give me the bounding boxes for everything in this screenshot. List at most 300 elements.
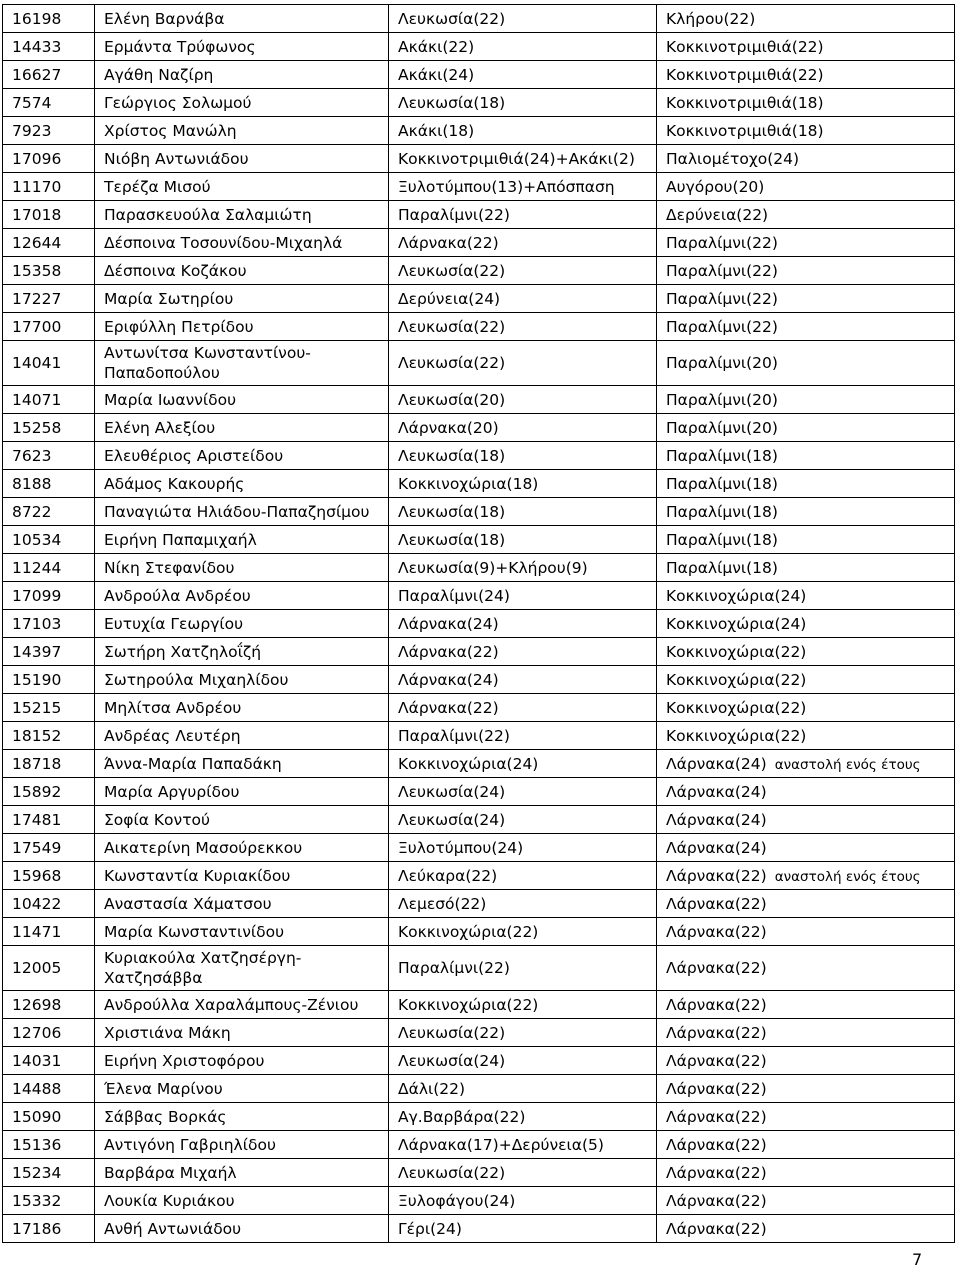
- from-text: Αγ.Βαρβάρα(22): [398, 1107, 526, 1126]
- table-row: [3, 806, 955, 834]
- record-id-text: 14433: [12, 37, 62, 56]
- to-text: Κοκκινοτριμιθιά(22): [666, 65, 824, 84]
- from-cell: [389, 1047, 657, 1075]
- to-cell: [657, 991, 955, 1019]
- record-id-cell: [3, 229, 95, 257]
- to-text: Λάρνακα(22): [666, 959, 767, 977]
- name-cell: [95, 386, 389, 414]
- table-row: [3, 145, 955, 173]
- table-row: [3, 890, 955, 918]
- record-id-text: 12005: [12, 959, 62, 977]
- name-cell: [95, 890, 389, 918]
- from-cell: [389, 991, 657, 1019]
- to-text: Παραλίμνι(20): [666, 390, 778, 409]
- from-cell: [389, 554, 657, 582]
- name-cell: [95, 666, 389, 694]
- from-cell: [389, 834, 657, 862]
- name-cell: [95, 1215, 389, 1243]
- record-id-text: 17099: [12, 586, 62, 605]
- record-id-cell: [3, 341, 95, 386]
- to-text: Λάρνακα(22): [666, 1079, 767, 1098]
- from-cell: [389, 257, 657, 285]
- record-id-cell: [3, 750, 95, 778]
- from-text: Λευκωσία(18): [398, 446, 506, 465]
- from-text: Ακάκι(18): [398, 121, 475, 140]
- record-id-text: 14041: [12, 354, 62, 372]
- record-id-cell: [3, 526, 95, 554]
- table-row: [3, 498, 955, 526]
- table-row: [3, 554, 955, 582]
- to-cell: [657, 442, 955, 470]
- record-id-text: 17103: [12, 614, 62, 633]
- record-id-text: 15234: [12, 1163, 62, 1182]
- name-text: Γεώργιος Σολωμού: [104, 93, 252, 112]
- from-cell: [389, 918, 657, 946]
- to-text: Κοκκινοχώρια(22): [666, 642, 807, 661]
- from-cell: [389, 946, 657, 991]
- table-row: [3, 470, 955, 498]
- table-row: [3, 862, 955, 890]
- name-cell: [95, 610, 389, 638]
- record-id-text: 14488: [12, 1079, 62, 1098]
- record-id-cell: [3, 1075, 95, 1103]
- to-cell: [657, 750, 955, 778]
- name-cell: [95, 145, 389, 173]
- to-cell: [657, 498, 955, 526]
- from-cell: [389, 470, 657, 498]
- from-cell: [389, 526, 657, 554]
- record-id-cell: [3, 1047, 95, 1075]
- to-text: Παραλίμνι(18): [666, 530, 778, 549]
- name-text: Ελένη Βαρνάβα: [104, 9, 225, 28]
- name-text: Κυριακούλα Χατζησέργη-Χατζησάββα: [104, 949, 302, 987]
- name-cell: [95, 1019, 389, 1047]
- record-id-cell: [3, 442, 95, 470]
- name-text: Αντιγόνη Γαβριηλίδου: [104, 1135, 276, 1154]
- from-text: Λευκωσία(22): [398, 261, 506, 280]
- to-cell: [657, 1075, 955, 1103]
- from-cell: [389, 33, 657, 61]
- record-id-text: 17018: [12, 205, 62, 224]
- record-id-cell: [3, 470, 95, 498]
- suspension-note: αναστολή ενός έτους: [774, 868, 921, 885]
- from-text: Δάλι(22): [398, 1079, 466, 1098]
- to-cell: [657, 1187, 955, 1215]
- table-row: [3, 414, 955, 442]
- record-id-cell: [3, 1159, 95, 1187]
- record-id-text: 17227: [12, 289, 62, 308]
- name-text: Μαρία Σωτηρίου: [104, 289, 234, 308]
- to-text: Παραλίμνι(20): [666, 418, 778, 437]
- to-cell: [657, 526, 955, 554]
- record-id-cell: [3, 285, 95, 313]
- name-text: Παρασκευούλα Σαλαμιώτη: [104, 205, 312, 224]
- record-id-cell: [3, 33, 95, 61]
- name-text: Αντωνίτσα Κωνσταντίνου-Παπαδοπούλου: [104, 344, 311, 382]
- to-text: Λάρνακα(22): [666, 1023, 767, 1042]
- name-cell: [95, 1131, 389, 1159]
- record-id-cell: [3, 694, 95, 722]
- table-row: [3, 638, 955, 666]
- to-cell: [657, 5, 955, 33]
- record-id-text: 8722: [12, 502, 52, 521]
- record-id-text: 10422: [12, 894, 62, 913]
- page-number: 7: [912, 1250, 923, 1269]
- from-text: Λάρνακα(22): [398, 642, 499, 661]
- to-text: Αυγόρου(20): [666, 177, 765, 196]
- name-text: Ανδρούλλα Χαραλάμπους-Ζένιου: [104, 995, 359, 1014]
- name-cell: [95, 1159, 389, 1187]
- record-id-cell: [3, 890, 95, 918]
- to-text: Κοκκινοχώρια(24): [666, 586, 807, 605]
- table-body: [3, 5, 955, 1243]
- from-cell: [389, 117, 657, 145]
- from-cell: [389, 61, 657, 89]
- record-id-text: 15090: [12, 1107, 62, 1126]
- to-cell: [657, 610, 955, 638]
- to-text: Παλιομέτοχο(24): [666, 149, 800, 168]
- name-text: Νίκη Στεφανίδου: [104, 558, 235, 577]
- from-text: Λάρνακα(20): [398, 418, 499, 437]
- to-cell: [657, 33, 955, 61]
- name-cell: [95, 1075, 389, 1103]
- record-id-text: 15892: [12, 782, 62, 801]
- to-text: Παραλίμνι(22): [666, 261, 778, 280]
- record-id-cell: [3, 806, 95, 834]
- from-text: Λευκωσία(20): [398, 390, 506, 409]
- from-text: Λευκωσία(22): [398, 1023, 506, 1042]
- from-cell: [389, 582, 657, 610]
- record-id-text: 15358: [12, 261, 62, 280]
- record-id-cell: [3, 1019, 95, 1047]
- to-text: Λάρνακα(22): [666, 922, 767, 941]
- record-id-text: 14031: [12, 1051, 62, 1070]
- name-cell: [95, 694, 389, 722]
- transfer-table: [2, 4, 955, 1243]
- record-id-cell: [3, 1187, 95, 1215]
- name-cell: [95, 470, 389, 498]
- name-text: Αδάμος Κακουρής: [104, 474, 245, 493]
- from-text: Ακάκι(24): [398, 65, 475, 84]
- name-cell: [95, 722, 389, 750]
- name-cell: [95, 442, 389, 470]
- from-text: Λάρνακα(17)+Δερύνεια(5): [398, 1135, 604, 1154]
- to-text: Κοκκινοτριμιθιά(18): [666, 121, 824, 140]
- to-text: Κλήρου(22): [666, 9, 756, 28]
- from-cell: [389, 610, 657, 638]
- record-id-text: 17700: [12, 317, 62, 336]
- table-row: [3, 1103, 955, 1131]
- from-text: Λευκωσία(18): [398, 93, 506, 112]
- from-cell: [389, 89, 657, 117]
- record-id-cell: [3, 582, 95, 610]
- record-id-cell: [3, 666, 95, 694]
- to-cell: [657, 341, 955, 386]
- from-text: Ξυλοφάγου(24): [398, 1191, 516, 1210]
- table-row: [3, 610, 955, 638]
- from-text: Κοκκινοχώρια(22): [398, 922, 539, 941]
- from-text: Λάρνακα(22): [398, 233, 499, 252]
- record-id-cell: [3, 638, 95, 666]
- name-text: Μηλίτσα Ανδρέου: [104, 698, 242, 717]
- to-cell: [657, 638, 955, 666]
- from-text: Λάρνακα(22): [398, 698, 499, 717]
- name-text: Αναστασία Χάματσου: [104, 894, 272, 913]
- from-text: Λευκωσία(24): [398, 782, 506, 801]
- name-cell: [95, 414, 389, 442]
- record-id-text: 15136: [12, 1135, 62, 1154]
- from-cell: [389, 722, 657, 750]
- from-text: Παραλίμνι(22): [398, 959, 510, 977]
- record-id-text: 17549: [12, 838, 62, 857]
- table-row: [3, 666, 955, 694]
- to-text: Παραλίμνι(18): [666, 558, 778, 577]
- name-text: Έλενα Μαρίνου: [104, 1079, 223, 1098]
- to-text: Λάρνακα(22): [666, 1191, 767, 1210]
- table-row: [3, 1019, 955, 1047]
- name-text: Ειρήνη Παπαμιχαήλ: [104, 530, 257, 549]
- from-cell: [389, 1019, 657, 1047]
- to-text: Κοκκινοτριμιθιά(18): [666, 93, 824, 112]
- table-row: [3, 1075, 955, 1103]
- from-cell: [389, 1187, 657, 1215]
- record-id-text: 12706: [12, 1023, 62, 1042]
- to-cell: [657, 229, 955, 257]
- name-cell: [95, 918, 389, 946]
- name-text: Ανδρέας Λευτέρη: [104, 726, 241, 745]
- record-id-cell: [3, 1215, 95, 1243]
- name-text: Αικατερίνη Μασούρεκκου: [104, 838, 303, 857]
- from-text: Κοκκινοχώρια(22): [398, 995, 539, 1014]
- name-cell: [95, 61, 389, 89]
- to-cell: [657, 1103, 955, 1131]
- to-cell: [657, 554, 955, 582]
- name-cell: [95, 638, 389, 666]
- record-id-text: 12698: [12, 995, 62, 1014]
- record-id-text: 16198: [12, 9, 62, 28]
- from-cell: [389, 1159, 657, 1187]
- from-text: Λεμεσό(22): [398, 894, 487, 913]
- record-id-text: 11244: [12, 558, 62, 577]
- name-text: Αγάθη Ναζίρη: [104, 65, 214, 84]
- from-text: Κοκκινοχώρια(18): [398, 474, 539, 493]
- name-cell: [95, 1103, 389, 1131]
- record-id-text: 14071: [12, 390, 62, 409]
- to-cell: [657, 722, 955, 750]
- record-id-text: 17096: [12, 149, 62, 168]
- table-row: [3, 229, 955, 257]
- name-text: Λουκία Κυριάκου: [104, 1191, 235, 1210]
- to-cell: [657, 1159, 955, 1187]
- to-text: Λάρνακα(24): [666, 838, 767, 857]
- name-text: Μαρία Αργυρίδου: [104, 782, 240, 801]
- record-id-text: 17186: [12, 1219, 62, 1238]
- from-cell: [389, 806, 657, 834]
- from-cell: [389, 285, 657, 313]
- to-cell: [657, 862, 955, 890]
- from-cell: [389, 414, 657, 442]
- name-cell: [95, 750, 389, 778]
- from-text: Γέρι(24): [398, 1219, 462, 1238]
- table-row: [3, 1187, 955, 1215]
- to-cell: [657, 582, 955, 610]
- from-cell: [389, 694, 657, 722]
- to-text: Παραλίμνι(20): [666, 354, 778, 372]
- record-id-cell: [3, 918, 95, 946]
- record-id-cell: [3, 834, 95, 862]
- name-text: Εριφύλλη Πετρίδου: [104, 317, 254, 336]
- table-row: [3, 341, 955, 386]
- record-id-text: 18718: [12, 754, 62, 773]
- record-id-cell: [3, 414, 95, 442]
- name-cell: [95, 173, 389, 201]
- record-id-text: 8188: [12, 474, 52, 493]
- name-cell: [95, 5, 389, 33]
- record-id-text: 15215: [12, 698, 62, 717]
- table-row: [3, 285, 955, 313]
- to-text: Λάρνακα(22): [666, 1135, 767, 1154]
- from-text: Λευκωσία(24): [398, 810, 506, 829]
- record-id-cell: [3, 145, 95, 173]
- table-row: [3, 1159, 955, 1187]
- to-cell: [657, 313, 955, 341]
- name-text: Ερμάντα Τρύφωνος: [104, 37, 256, 56]
- from-text: Λάρνακα(24): [398, 670, 499, 689]
- from-text: Λευκωσία(18): [398, 530, 506, 549]
- record-id-text: 17481: [12, 810, 62, 829]
- to-text: Κοκκινοχώρια(22): [666, 698, 807, 717]
- from-text: Κοκκινοχώρια(24): [398, 754, 539, 773]
- from-cell: [389, 442, 657, 470]
- name-text: Σοφία Κοντού: [104, 810, 210, 829]
- record-id-text: 14397: [12, 642, 62, 661]
- table-row: [3, 1131, 955, 1159]
- from-cell: [389, 5, 657, 33]
- name-cell: [95, 285, 389, 313]
- record-id-cell: [3, 257, 95, 285]
- table-row: [3, 61, 955, 89]
- from-cell: [389, 173, 657, 201]
- to-cell: [657, 386, 955, 414]
- name-text: Μαρία Κωνσταντινίδου: [104, 922, 285, 941]
- from-text: Ξυλοτύμπου(13)+Απόσπαση: [398, 177, 615, 196]
- to-text: Κοκκινοχώρια(22): [666, 670, 807, 689]
- table-row: [3, 750, 955, 778]
- record-id-cell: [3, 89, 95, 117]
- record-id-cell: [3, 862, 95, 890]
- name-text: Δέσποινα Κοζάκου: [104, 261, 247, 280]
- record-id-text: 15190: [12, 670, 62, 689]
- to-cell: [657, 918, 955, 946]
- to-cell: [657, 946, 955, 991]
- from-text: Λεύκαρα(22): [398, 866, 498, 885]
- name-text: Ανδρούλα Ανδρέου: [104, 586, 251, 605]
- to-text: Παραλίμνι(22): [666, 233, 778, 252]
- name-text: Χρίστος Μανώλη: [104, 121, 237, 140]
- table-row: [3, 918, 955, 946]
- to-text: Λάρνακα(22): [666, 866, 767, 885]
- to-text: Λάρνακα(22): [666, 1107, 767, 1126]
- to-text: Λάρνακα(24): [666, 782, 767, 801]
- record-id-cell: [3, 386, 95, 414]
- record-id-cell: [3, 61, 95, 89]
- to-cell: [657, 1019, 955, 1047]
- table-row: [3, 89, 955, 117]
- from-text: Παραλίμνι(24): [398, 586, 510, 605]
- table-row: [3, 442, 955, 470]
- record-id-text: 7623: [12, 446, 52, 465]
- to-text: Λάρνακα(22): [666, 1163, 767, 1182]
- from-text: Λευκωσία(24): [398, 1051, 506, 1070]
- from-text: Λευκωσία(22): [398, 1163, 506, 1182]
- table-row: [3, 173, 955, 201]
- to-text: Παραλίμνι(18): [666, 446, 778, 465]
- table-row: [3, 526, 955, 554]
- record-id-cell: [3, 778, 95, 806]
- to-text: Λάρνακα(22): [666, 1051, 767, 1070]
- to-text: Λάρνακα(22): [666, 894, 767, 913]
- table-row: [3, 946, 955, 991]
- to-cell: [657, 117, 955, 145]
- from-text: Παραλίμνι(22): [398, 205, 510, 224]
- table-row: [3, 117, 955, 145]
- from-cell: [389, 750, 657, 778]
- table-row: [3, 1047, 955, 1075]
- record-id-cell: [3, 554, 95, 582]
- from-cell: [389, 666, 657, 694]
- table-row: [3, 991, 955, 1019]
- from-cell: [389, 862, 657, 890]
- name-text: Ευτυχία Γεωργίου: [104, 614, 244, 633]
- table-row: [3, 257, 955, 285]
- name-cell: [95, 341, 389, 386]
- to-cell: [657, 257, 955, 285]
- to-cell: [657, 61, 955, 89]
- name-cell: [95, 582, 389, 610]
- from-text: Λευκωσία(22): [398, 317, 506, 336]
- record-id-cell: [3, 946, 95, 991]
- name-cell: [95, 117, 389, 145]
- name-text: Κωνσταντία Κυριακίδου: [104, 866, 291, 885]
- table-row: [3, 1215, 955, 1243]
- from-cell: [389, 638, 657, 666]
- name-text: Ειρήνη Χριστοφόρου: [104, 1051, 265, 1070]
- name-cell: [95, 33, 389, 61]
- record-id-cell: [3, 610, 95, 638]
- record-id-cell: [3, 201, 95, 229]
- record-id-cell: [3, 313, 95, 341]
- to-cell: [657, 1047, 955, 1075]
- name-cell: [95, 991, 389, 1019]
- record-id-text: 7923: [12, 121, 52, 140]
- from-text: Ακάκι(22): [398, 37, 475, 56]
- to-cell: [657, 1131, 955, 1159]
- record-id-cell: [3, 117, 95, 145]
- name-text: Ελένη Αλεξίου: [104, 418, 216, 437]
- name-text: Σωτηρούλα Μιχαηλίδου: [104, 670, 289, 689]
- table-row: [3, 582, 955, 610]
- name-cell: [95, 313, 389, 341]
- from-text: Λευκωσία(22): [398, 9, 506, 28]
- to-cell: [657, 806, 955, 834]
- name-cell: [95, 806, 389, 834]
- record-id-cell: [3, 991, 95, 1019]
- to-text: Κοκκινοχώρια(22): [666, 726, 807, 745]
- to-text: Παραλίμνι(22): [666, 289, 778, 308]
- name-cell: [95, 778, 389, 806]
- record-id-text: 15968: [12, 866, 62, 885]
- from-cell: [389, 1215, 657, 1243]
